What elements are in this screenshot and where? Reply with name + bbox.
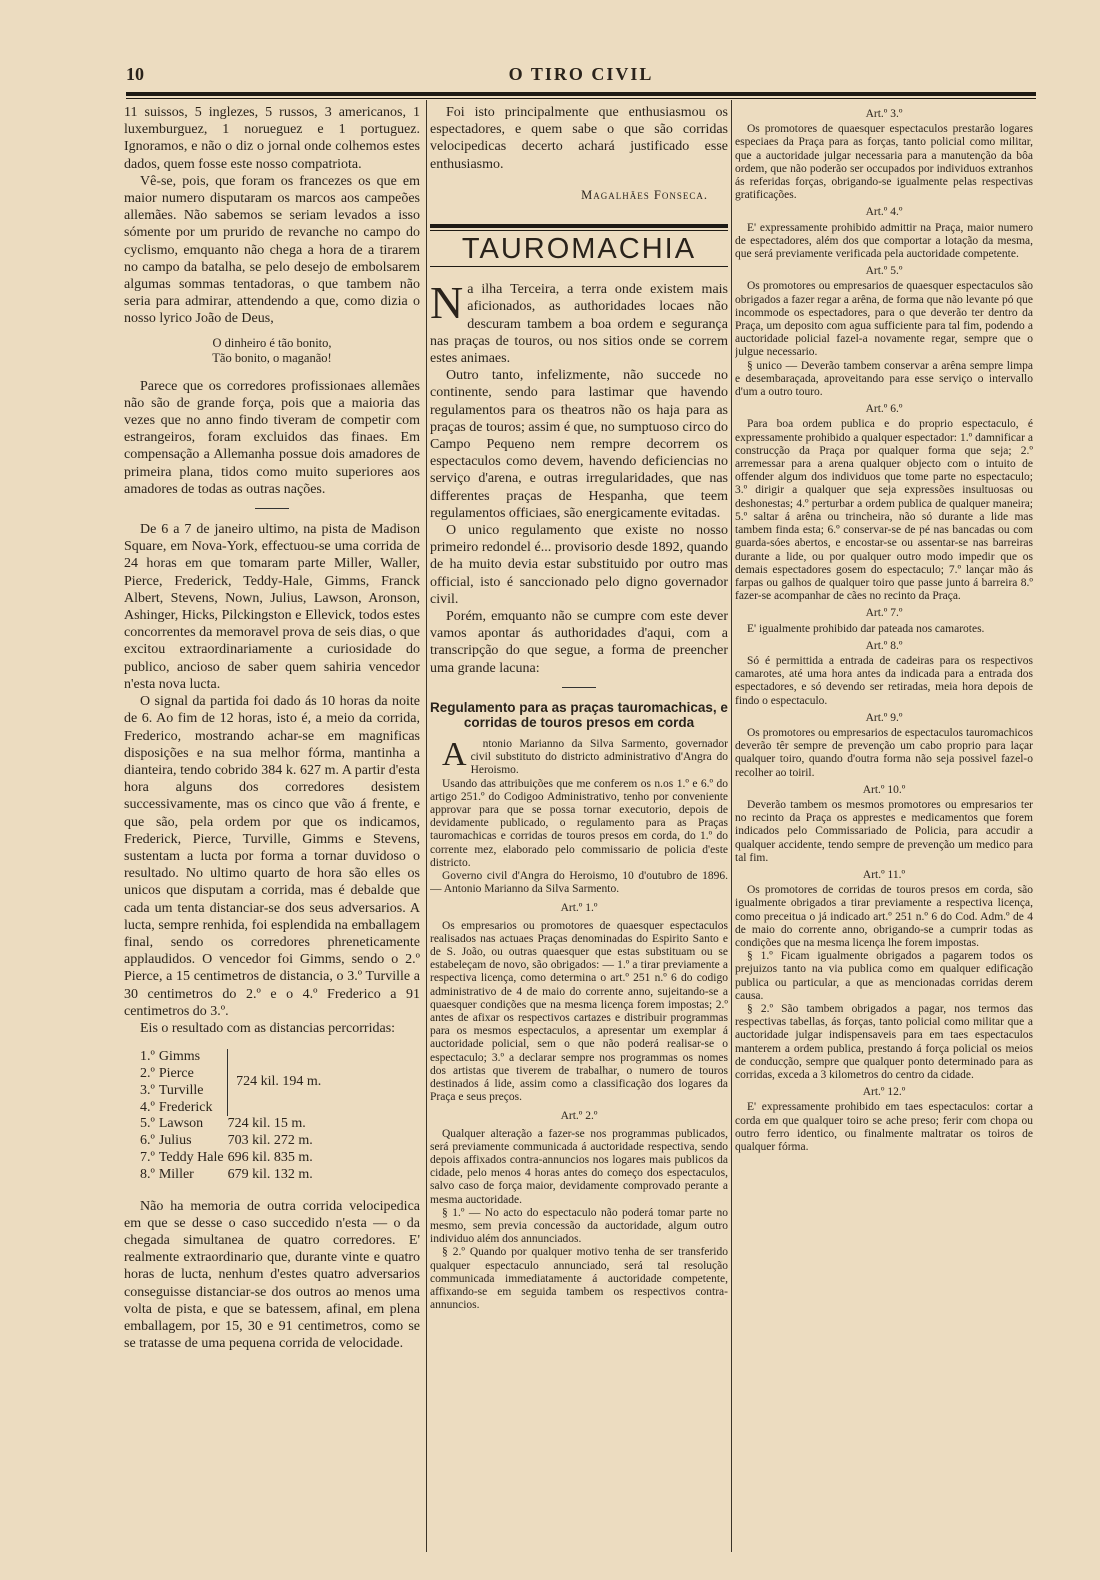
result-name: Pierce xyxy=(158,1065,194,1081)
result-position: 3.º xyxy=(140,1082,155,1098)
paragraph: Os promotores de corridas de touros presos em corda, são igualmente obrigados a tirar previamente a respectiva licença, como preceitua o já indicado art.º 251 n.º 6 do Cod. Adm.º de 4 de maio do corrente anno, obrigando-se a cumprir todas as condições que na mesma licença lhe forem impostas. xyxy=(735,884,1033,949)
article-heading: Art.º 4.º xyxy=(865,206,903,219)
article-heading: Art.º 1.º xyxy=(560,902,598,915)
article-heading: Art.º 11.º xyxy=(862,868,906,881)
paragraph: Os empresarios ou promotores de quaesquer espectaculos realisados nas actuaes Praças denominadas do Espirito Santo e de S. João, ou outras quaesquer que estas substituam ou se estabeleçam de novo, são obrigados: — 1.º a tirar previamente a respectiva licença, como determina o art.º 251 n.º 6 do codigo administrativo de 4 de maio do corrente anno, sujeitando-se a quaesquer condições que na mesma licença forem impostas; 2.º antes de afixar os respectivos cartazes e distribuir programmas para os mesmos espectaculos, a apresentar um exemplar á auctoridade policial, sem o que não poderá realisar-se o espectaculo; 3.º a declarar sempre nos programmas os nomes dos artistas que tiverem de trabalhar, o numero de touros destinados á lide, assim como a classificação dos logares da Praça e seus preços. xyxy=(430,919,728,1104)
article-heading: Art.º 6.º xyxy=(865,403,903,416)
section-title: TAUROMACHIA xyxy=(461,233,697,266)
result-name: Miller xyxy=(158,1166,194,1182)
result-distance: 724 kil. 194 m. xyxy=(228,1049,326,1116)
article-heading: Art.º 12.º xyxy=(862,1086,906,1099)
paragraph: De 6 a 7 de janeiro ultimo, na pista de Madison Square, em Nova-York, effectuou-se uma corrida de 24 horas em que tomaram parte Miller, Waller, Pierce, Frederick, Teddy-Hale, Gimms, Franck Albert, Stevens, Nown, Julius, Lawson, Aronson, Ashinger, Hicks, Pilckingston e Ellevick, todos estes concorrentes da memoravel prova de seis dias, o que excitou extraordinariamente a curiosidade do publico, ancioso de saber quem sahiria vencedor n'esta nova lucta. xyxy=(124,522,420,692)
separator xyxy=(562,687,596,688)
result-distance: 679 kil. 132 m. xyxy=(227,1166,313,1182)
result-position: 5.º xyxy=(140,1116,155,1132)
column-2 xyxy=(430,104,728,1552)
result-row xyxy=(140,1049,325,1066)
section-rule-thin xyxy=(430,230,728,231)
paragraph: Porém, emquanto não se cumpre com este dever vamos apontar ás authoridades d'aqui, com a transcripção do que segue, a forma de preencher uma grande lacuna: xyxy=(430,609,728,676)
article-heading: Art.º 3.º xyxy=(865,108,903,120)
verse-line: Tão bonito, o maganão! xyxy=(212,350,332,365)
drop-cap: N xyxy=(430,277,464,329)
paragraph: E' igualmente prohibido dar pateada nos camarotes. xyxy=(747,622,985,635)
paragraph: E' expressamente prohibido admittir na Praça, maior numero de espectadores, além dos que comportar a lotação da mesma, que será previamente verificada pela auctoridade competente. xyxy=(735,221,1033,261)
paragraph: 11 suissos, 5 inglezes, 5 russos, 3 americanos, 1 luxemburguez, 1 norueguez e 1 portuguez. Ignoramos, e não o diz o jornal onde colhemos estes dados, quem fosse este nosso compatriota. xyxy=(124,105,420,172)
article-heading: Art.º 2.º xyxy=(560,1110,598,1123)
result-name: Julius xyxy=(158,1133,192,1149)
header-rule-thin xyxy=(126,98,1036,99)
paragraph: § 2.º São tambem obrigados a pagar, nos termos das respectivas tabellas, ás forças, tanto policial como militar que a auctoridade julgar indispensaveis para em taes espectaculos manterem a ordem publica, prestando á força policial os meios de conducção, sempre que qualquer ponto determinado para as corridas, exceda a 3 kilometros do centro da cidade. xyxy=(735,1003,1033,1082)
section-rule-bottom xyxy=(430,266,728,267)
drop-cap: A xyxy=(442,735,467,773)
results-table xyxy=(140,1049,325,1183)
article-heading: Art.º 8.º xyxy=(865,639,903,652)
result-distance: 696 kil. 835 m. xyxy=(227,1149,313,1165)
decree xyxy=(430,735,728,1313)
result-name: Gimms xyxy=(158,1049,201,1065)
header-rule xyxy=(126,92,1036,96)
paragraph: Os promotores ou empresarios de quaesquer espectaculos são obrigados a fazer regar a arêna, de forma que não levante pó que incommode os espectadores, para o que deverão ter dentro da Praça, um deposito com agua sufficiente para tal fim, podendo a auctoridade policial fazel-a novamente regar, sempre que o julgue necessario. xyxy=(735,280,1033,359)
result-row xyxy=(140,1167,325,1184)
column-divider-1 xyxy=(426,100,427,1552)
paragraph: Governo civil d'Angra do Heroismo, 10 d'outubro de 1896. — Antonio Marianno da Silva Sarmento. xyxy=(430,869,728,896)
column-divider-2 xyxy=(731,100,732,1552)
paragraph: E' expressamente prohibido em taes espectaculos: cortar a corda em que qualquer toiro se ache preso; ferir com chopa ou outro ferro identico, ou finalmente maltratar os toiros de qualquer fórma. xyxy=(735,1101,1033,1154)
verse-quote xyxy=(124,336,420,366)
result-row xyxy=(140,1116,325,1133)
result-name: Turville xyxy=(158,1082,204,1098)
column-1 xyxy=(124,104,420,1552)
column-3 xyxy=(735,104,1033,1552)
verse-line: O dinheiro é tão bonito, xyxy=(212,335,332,350)
paragraph: Vê-se, pois, que foram os francezes os que em maior numero disputaram os marcos aos campeões allemães. Não sabemos se seriam levados a isso sómente por um prurido de revanche no campo do cyclismo, emquanto não chega a hora de a tirarem no campo da batalha, se pelo desejo de embolsarem algumas sommas tentadoras, o que tambem não seria para admirar, attendendo a que, como dizia o nosso lyrico João de Deus, xyxy=(124,173,420,327)
result-row xyxy=(140,1150,325,1167)
article-heading: Art.º 7.º xyxy=(865,607,903,620)
article-heading: Art.º 10.º xyxy=(862,783,906,796)
result-position: 1.º xyxy=(140,1049,155,1065)
regulation-title: Regulamento para as praças tauromachicas, e corridas de touros presos em corda xyxy=(430,699,728,730)
decree-header xyxy=(430,735,728,778)
paragraph: Parece que os corredores profissionaes allemães não são de grande força, pois que a maioria das vezes que no anno findo tiveram de competir com estrangeiros, foram excluidos das finaes. Em compensação a Allemanha possue dois amadores de primeira plana, tidos como muito superiores aos amadores de todas as outras nações. xyxy=(124,378,420,497)
decree-text: ntonio Marianno da Silva Sarmento, governador civil substituto do districto administrativo d'Angra do Heroismo. xyxy=(470,737,728,777)
paragraph: O signal da partida foi dado ás 10 horas da noite de 6. Ao fim de 12 horas, isto é, a meio da corrida, Frederico, mostrando achar-se em magnificas disposições e na sua melhor fórma, mantinha a dianteira, tendo cobrido 384 k. 627 m. A partir d'esta hora alguns dos corredores desistem successivamente, mas os cinco que vão á frente, e que são, pela ordem por que os indicamos, Frederick, Pierce, Turville, Gimms e Stevens, sustentam a lucta por forma a tornar duvidoso o resultado. No ultimo quarto de hora são elles os unicos que disputam a corrida, mas é debalde que cada um tenta distanciar-se dos seus adversarios. A lucta, sempre renhida, foi esplendida na emballagem final, sendo os corredores phreneticamente applaudidos. O vencedor foi Gimms, sendo o 2.º Pierce, a 15 centimetros de distancia, o 3.º Turville a 30 centimetros do 2.º e o 4.º Frederico a 91 centimetros do 3.º. xyxy=(124,694,420,1019)
result-name: Frederick xyxy=(158,1099,213,1115)
paragraph: Qualquer alteração a fazer-se nos programmas publicados, será previamente communicada á auctoridade respectiva, sendo depois affixados contra-annuncios nos logares mais publicos da cidade, pelo menos 4 horas antes do começo dos espectaculos, salvo caso de força maior, devidamente comprovado perante a mesma auctoridade. xyxy=(430,1127,728,1206)
paragraph: Para boa ordem publica e do proprio espectaculo, é expressamente prohibido a qualquer espectador: 1.º damnificar a construcção da Praça por qualquer forma que seja; 2.º arremessar para a arena qualquer objecto com o intuito de offender algum dos individuos que tome parte no espectaculo; 3.º dirigir a qualquer que seja expressões insultuosas ou deshonestas; 4.º perturbar a ordem publica de qualquer maneira; 5.º saltar á arêna ou trincheira, não só durante a lide mas tambem finda esta; 6.º conservar-se de pé nas bancadas ou com guarda-sóes abertos, e encostar-se ou assentar-se nas barreiras durante a lide, ou por qualquer outro modo impedir que os demais espectadores gosem do espectaculo; 7.º lançar mão ás farpas ou galhos de qualquer toiro que passe junto á barreira 8.º fazer-se acompanhar de cães no recinto da Praça. xyxy=(735,418,1033,603)
paragraph: Foi isto principalmente que enthusiasmou os espectadores, e quem sabe o que são corridas velocipedicas decerto achará justificado esse enthusiasmo. xyxy=(430,105,728,172)
paragraph: Deverão tambem os mesmos promotores ou empresarios ter no recinto da Praça os apprestes e medicamentos que forem indicados pelo Commissariado de Policia, para accudir a qualquer accidente, tendo sempre de prevenção um medico para tal fim. xyxy=(735,798,1033,864)
result-row xyxy=(140,1133,325,1150)
result-position: 2.º xyxy=(140,1065,155,1081)
intro-paragraph xyxy=(430,277,728,367)
journal-title: O TIRO CIVIL xyxy=(508,64,654,84)
race-results xyxy=(140,1049,420,1183)
paragraph: § 1.º — No acto do espectaculo não poderá tomar parte no mesmo, sem previa concessão da auctoridade, algum outro individuo além dos annunciados. xyxy=(430,1206,728,1246)
result-position: 7.º xyxy=(140,1149,155,1165)
result-name: Teddy Hale xyxy=(158,1149,224,1165)
paragraph: Os promotores de quaesquer espectaculos prestarão logares especiaes da Praça para as forças, tanto policial como militar, que a auctoridade julgar necessaria para a manutenção da bôa ordem, que não poderão ser occupados por individuos extranhos ás referidas forças, obrigando-se igualmente pelas respectivas gratificações. xyxy=(735,123,1033,202)
section-rule xyxy=(430,224,728,228)
paragraph: § unico — Deverão tambem conservar a arêna sempre limpa e desembaraçada, aproveitando para esse serviço o intervallo d'um a outro touro. xyxy=(735,359,1033,399)
result-name: Lawson xyxy=(158,1116,204,1132)
result-position: 4.º xyxy=(140,1099,155,1115)
result-position: 8.º xyxy=(140,1166,155,1182)
separator xyxy=(255,508,289,509)
paragraph: O unico regulamento que existe no nosso primeiro redondel é... provisorio desde 1892, quando de ha muito devia estar substituido por outro mas official, isto é sanccionado pelo digno governador civil. xyxy=(430,523,728,607)
paragraph: Outro tanto, infelizmente, não succede no continente, sendo para lastimar que havendo regulamentos para os theatros não os haja para as praças de touros; assim é que, no sumptuoso circo do Campo Pequeno nem rempre decorrem os espectaculos como devem, havendo deficiencias no serviço d'arena, e outras irregularidades, que nas differentes praças de Hespanha, que teem regulamentos officiaes, são energicamente evitadas. xyxy=(430,368,728,521)
result-distance: 724 kil. 15 m. xyxy=(227,1116,306,1132)
result-position: 6.º xyxy=(140,1133,155,1149)
article-heading: Art.º 5.º xyxy=(865,265,903,278)
article-heading: Art.º 9.º xyxy=(865,711,903,724)
page-header xyxy=(126,64,1036,86)
paragraph: Eis o resultado com as distancias percorridas: xyxy=(140,1020,396,1036)
page-number: 10 xyxy=(126,64,144,84)
result-distance: 703 kil. 272 m. xyxy=(227,1133,313,1149)
paragraph: Os promotores ou empresarios de espectaculos tauromachicos deverão têr sempre de prevenção um cabo proprio para laçar qualquer toiro, quando d'outra forma não seja possivel fazel-o recolher ao toiril. xyxy=(735,726,1033,779)
intro-text: a ilha Terceira, a terra onde existem mais aficionados, as authoridades locaes não descuram tambem a boa ordem e segurança nas praças de touros, ou nos sitios onde se correm estes animaes. xyxy=(430,282,728,367)
author-signature: Magalhães Fonseca. xyxy=(581,187,708,202)
paragraph: Só é permittida a entrada de cadeiras para os respectivos camarotes, até uma hora antes da indicada para a entrada dos espectadores, e só devendo ser retiradas, meia hora depois de findo o espectaculo. xyxy=(735,654,1033,707)
paragraph: § 1.º Ficam igualmente obrigados a pagarem todos os prejuizos tanto na via publica como em qualquer edificação publica ou particular, a que as mencionadas corridas derem causa. xyxy=(735,950,1033,1002)
paragraph: § 2.º Quando por qualquer motivo tenha de ser transferido qualquer espectaculo annunciado, será tal resolução communicada immediatamente á auctoridade competente, affixando-se em seguida tambem os respectivos contra-annuncios. xyxy=(430,1246,728,1312)
paragraph: Usando das attribuições que me conferem os n.os 1.º e 6.º do artigo 251.º do Codigoo Administrativo, tenho por conveniente approvar para que se possa tornar executorio, depois de devidamente publicado, o regulamento para as Praças tauromachicas e corridas de touros presos em corda, do 1.º do corrente mez, elaborado pelo commissario de policia d'este districto. xyxy=(430,777,728,869)
paragraph: Não ha memoria de outra corrida velocipedica em que se desse o caso succedido n'esta — o da chegada simultanea de quatro corredores. E' realmente extraordinario que, durante vinte e quatro horas de lucta, nenhum d'estes quatro adversarios conseguisse distanciar-se dos outros ao menos uma volta de pista, e que se batessem, afinal, em plena emballagem, por 15, 30 e 91 centimetros, como se se tratasse de uma pequena corrida de velocidade. xyxy=(124,1198,420,1352)
